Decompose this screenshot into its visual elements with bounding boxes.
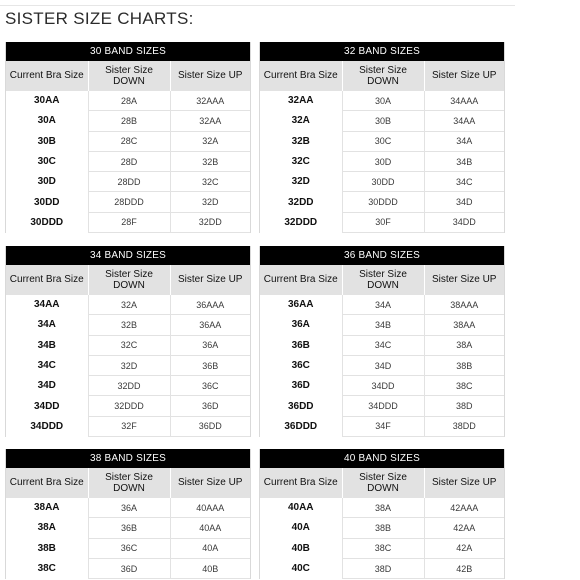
sister-up-cell: 42AA — [424, 518, 504, 538]
sister-down-cell: 34D — [342, 355, 424, 375]
current-size-cell: 40AA — [287, 502, 314, 514]
sister-up-cell: 42AAA — [424, 498, 504, 518]
sister-up-cell: 36C — [170, 376, 250, 396]
column-header: Sister Size DOWN — [342, 61, 424, 91]
sister-down-cell: 32DDD — [88, 396, 170, 416]
current-size-cell: 30DD — [33, 196, 60, 208]
table-row — [260, 315, 504, 335]
sister-down-cell: 34DD — [342, 376, 424, 396]
current-size-cell: 38B — [37, 542, 56, 554]
current-size-cell: 34DDD — [30, 420, 64, 432]
column-header: Current Bra Size — [260, 265, 342, 295]
sister-up-cell: 34AA — [424, 111, 504, 131]
sister-down-cell: 34F — [342, 416, 424, 436]
table-row — [260, 498, 504, 518]
column-header-row — [260, 265, 504, 295]
table-row — [6, 111, 250, 131]
table-row — [6, 518, 250, 538]
table-row — [260, 131, 504, 151]
current-size-cell: 30DDD — [30, 216, 64, 228]
current-size-cell: 30AA — [33, 95, 60, 107]
sister-down-cell: 36B — [88, 518, 170, 538]
table-row — [6, 151, 250, 171]
sister-down-cell: 30DD — [342, 172, 424, 192]
column-header: Sister Size DOWN — [88, 265, 170, 295]
sister-up-cell: 34A — [424, 131, 504, 151]
sister-up-cell: 40B — [170, 558, 250, 578]
table-row — [6, 91, 250, 111]
sister-down-cell: 28F — [88, 212, 170, 232]
chart-title: 34 BAND SIZES — [6, 246, 250, 265]
column-header: Sister Size UP — [170, 468, 250, 498]
table-row — [6, 396, 250, 416]
size-table — [6, 265, 250, 437]
current-size-cell: 34DD — [33, 400, 60, 412]
sister-up-cell: 32B — [170, 151, 250, 171]
table-row — [6, 538, 250, 558]
sister-down-cell: 36D — [88, 558, 170, 578]
table-row — [260, 295, 504, 315]
sister-down-cell: 32A — [88, 295, 170, 315]
size-chart — [259, 449, 505, 579]
table-row — [260, 416, 504, 436]
table-row — [6, 192, 250, 212]
current-size-cell: 40B — [291, 542, 310, 554]
sister-up-cell: 36D — [170, 396, 250, 416]
sister-up-cell: 40A — [170, 538, 250, 558]
current-size-cell: 32B — [291, 135, 310, 147]
size-table — [6, 468, 250, 579]
table-row — [260, 558, 504, 578]
table-row — [260, 335, 504, 355]
sister-down-cell: 32B — [88, 315, 170, 335]
sister-up-cell: 34AAA — [424, 91, 504, 111]
sister-up-cell: 40AAA — [170, 498, 250, 518]
table-row — [6, 131, 250, 151]
sister-down-cell: 32DD — [88, 376, 170, 396]
sister-down-cell: 30A — [342, 91, 424, 111]
table-row — [6, 416, 250, 436]
sister-down-cell: 38D — [342, 558, 424, 578]
sister-up-cell: 42A — [424, 538, 504, 558]
column-header: Sister Size DOWN — [88, 61, 170, 91]
current-size-cell: 36D — [291, 380, 310, 392]
size-chart — [259, 42, 505, 233]
column-header: Current Bra Size — [260, 468, 342, 498]
column-header-row — [6, 468, 250, 498]
current-size-cell: 32D — [291, 176, 310, 188]
sister-down-cell: 34A — [342, 295, 424, 315]
size-table — [260, 265, 504, 437]
table-row — [6, 172, 250, 192]
current-size-cell: 34D — [37, 380, 56, 392]
sister-up-cell: 36A — [170, 335, 250, 355]
column-header-row — [260, 468, 504, 498]
column-header: Current Bra Size — [260, 61, 342, 91]
sister-down-cell: 32F — [88, 416, 170, 436]
page-title: SISTER SIZE CHARTS: — [5, 9, 194, 28]
chart-title: 32 BAND SIZES — [260, 42, 504, 61]
sister-up-cell: 34DD — [424, 212, 504, 232]
size-table — [260, 468, 504, 579]
sister-down-cell: 30C — [342, 131, 424, 151]
sister-down-cell: 34DDD — [342, 396, 424, 416]
current-size-cell: 38C — [37, 563, 56, 575]
chart-title: 30 BAND SIZES — [6, 42, 250, 61]
sister-up-cell: 32AA — [170, 111, 250, 131]
sister-up-cell: 38C — [424, 376, 504, 396]
current-size-cell: 32AA — [287, 95, 314, 107]
sister-down-cell: 34C — [342, 335, 424, 355]
table-row — [260, 396, 504, 416]
current-size-cell: 38A — [37, 522, 56, 534]
column-header: Sister Size UP — [424, 468, 504, 498]
table-row — [6, 376, 250, 396]
sister-down-cell: 28D — [88, 151, 170, 171]
sister-up-cell: 38A — [424, 335, 504, 355]
current-size-cell: 40C — [291, 563, 310, 575]
sister-down-cell: 38C — [342, 538, 424, 558]
table-row — [6, 335, 250, 355]
sister-down-cell: 28DD — [88, 172, 170, 192]
sister-up-cell: 38AA — [424, 315, 504, 335]
table-row — [6, 295, 250, 315]
sister-up-cell: 38AAA — [424, 295, 504, 315]
sister-down-cell: 28C — [88, 131, 170, 151]
table-row — [260, 151, 504, 171]
column-header-row — [6, 265, 250, 295]
sister-up-cell: 32A — [170, 131, 250, 151]
table-row — [6, 498, 250, 518]
column-header-row — [6, 61, 250, 91]
column-header: Sister Size UP — [170, 61, 250, 91]
table-row — [6, 355, 250, 375]
size-chart — [5, 42, 251, 233]
sister-down-cell: 30F — [342, 212, 424, 232]
sister-up-cell: 32C — [170, 172, 250, 192]
table-row — [260, 376, 504, 396]
sister-down-cell: 32C — [88, 335, 170, 355]
column-header: Current Bra Size — [6, 265, 88, 295]
sister-down-cell: 38A — [342, 498, 424, 518]
sister-up-cell: 42B — [424, 558, 504, 578]
sister-down-cell: 34B — [342, 315, 424, 335]
sister-up-cell: 38D — [424, 396, 504, 416]
sister-up-cell: 36AAA — [170, 295, 250, 315]
current-size-cell: 40A — [291, 522, 310, 534]
sister-down-cell: 28A — [88, 91, 170, 111]
sister-up-cell: 38B — [424, 355, 504, 375]
column-header: Sister Size UP — [170, 265, 250, 295]
sister-up-cell: 36B — [170, 355, 250, 375]
current-size-cell: 36C — [291, 360, 310, 372]
sister-down-cell: 28DDD — [88, 192, 170, 212]
column-header: Sister Size UP — [424, 61, 504, 91]
table-row — [260, 111, 504, 131]
column-header: Current Bra Size — [6, 468, 88, 498]
sister-up-cell: 40AA — [170, 518, 250, 538]
chart-title: 38 BAND SIZES — [6, 449, 250, 468]
sister-up-cell: 34B — [424, 151, 504, 171]
current-size-cell: 30C — [37, 156, 56, 168]
table-row — [6, 212, 250, 232]
current-size-cell: 32A — [291, 115, 310, 127]
sister-up-cell: 34D — [424, 192, 504, 212]
current-size-cell: 32DD — [287, 196, 314, 208]
sister-up-cell: 38DD — [424, 416, 504, 436]
sister-up-cell: 36AA — [170, 315, 250, 335]
column-header: Sister Size UP — [424, 265, 504, 295]
size-chart — [5, 246, 251, 437]
table-row — [6, 315, 250, 335]
sister-up-cell: 32D — [170, 192, 250, 212]
current-size-cell: 30D — [37, 176, 56, 188]
sister-down-cell: 30DDD — [342, 192, 424, 212]
sister-down-cell: 32D — [88, 355, 170, 375]
sister-up-cell: 34C — [424, 172, 504, 192]
table-row — [260, 91, 504, 111]
current-size-cell: 36B — [291, 339, 310, 351]
column-header: Current Bra Size — [6, 61, 88, 91]
sister-down-cell: 28B — [88, 111, 170, 131]
sister-up-cell: 32AAA — [170, 91, 250, 111]
current-size-cell: 32DDD — [284, 216, 318, 228]
current-size-cell: 36A — [291, 319, 310, 331]
current-size-cell: 34A — [37, 319, 56, 331]
current-size-cell: 34B — [37, 339, 56, 351]
current-size-cell: 36AA — [287, 299, 314, 311]
chart-title: 40 BAND SIZES — [260, 449, 504, 468]
current-size-cell: 34C — [37, 360, 56, 372]
sister-up-cell: 32DD — [170, 212, 250, 232]
sister-down-cell: 30D — [342, 151, 424, 171]
table-row — [260, 172, 504, 192]
size-chart — [5, 449, 251, 579]
column-header: Sister Size DOWN — [342, 468, 424, 498]
size-table — [260, 61, 504, 233]
size-chart — [259, 246, 505, 437]
table-row — [260, 518, 504, 538]
current-size-cell: 36DDD — [284, 420, 318, 432]
top-divider — [0, 5, 515, 6]
table-row — [260, 538, 504, 558]
table-row — [260, 192, 504, 212]
table-row — [6, 558, 250, 578]
sister-down-cell: 36C — [88, 538, 170, 558]
column-header: Sister Size DOWN — [342, 265, 424, 295]
current-size-cell: 34AA — [33, 299, 60, 311]
current-size-cell: 30A — [37, 115, 56, 127]
column-header: Sister Size DOWN — [88, 468, 170, 498]
table-row — [260, 212, 504, 232]
chart-title: 36 BAND SIZES — [260, 246, 504, 265]
sister-down-cell: 30B — [342, 111, 424, 131]
current-size-cell: 32C — [291, 156, 310, 168]
sister-up-cell: 36DD — [170, 416, 250, 436]
current-size-cell: 30B — [37, 135, 56, 147]
current-size-cell: 38AA — [33, 502, 60, 514]
column-header-row — [260, 61, 504, 91]
current-size-cell: 36DD — [287, 400, 314, 412]
sister-down-cell: 36A — [88, 498, 170, 518]
size-table — [6, 61, 250, 233]
table-row — [260, 355, 504, 375]
sister-down-cell: 38B — [342, 518, 424, 538]
